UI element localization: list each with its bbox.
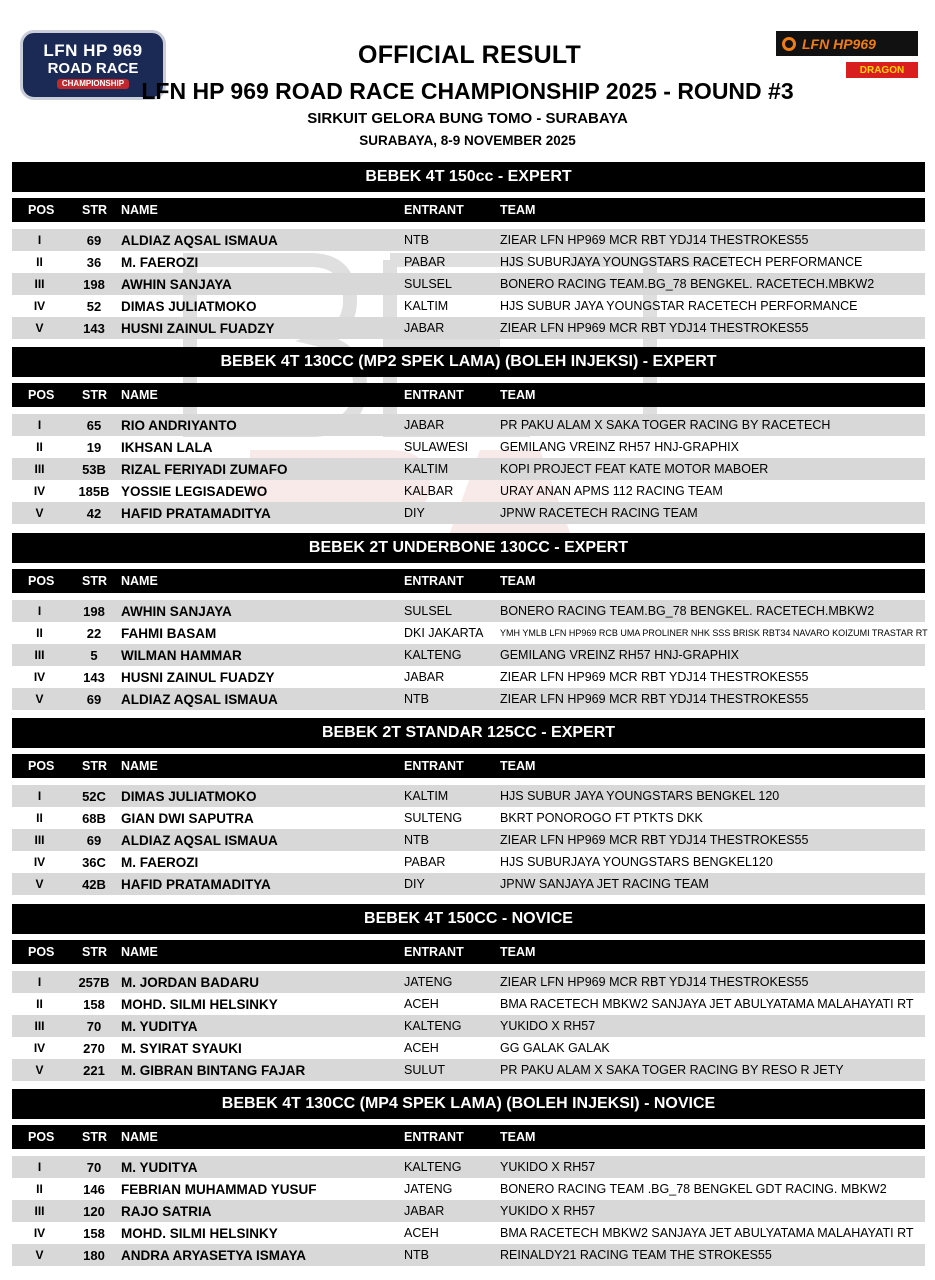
cell-pos: I [37,233,42,247]
cell-name: M. GIBRAN BINTANG FAJAR [121,1062,306,1078]
cell-name: ALDIAZ AQSAL ISMAUA [121,691,278,707]
cell-pos: IV [33,670,46,684]
table-row [12,873,925,895]
cell-name: HUSNI ZAINUL FUADZY [121,320,275,336]
category-title: BEBEK 4T 130CC (MP4 SPEK LAMA) (BOLEH INJEKSI) - NOVICE [12,1089,925,1119]
cell-pos: IV [33,1041,46,1055]
cell-str: 221 [83,1062,105,1078]
column-header-team: TEAM [500,1130,536,1144]
cell-str: 270 [83,1040,105,1056]
column-header-entrant: ENTRANT [404,388,464,402]
cell-entrant: PABAR [404,855,446,869]
result-section [12,718,925,895]
cell-entrant: JABAR [404,1204,445,1218]
cell-name: HAFID PRATAMADITYA [121,876,271,892]
cell-team: PR PAKU ALAM X SAKA TOGER RACING BY RACETECH [500,418,831,432]
table-row [12,666,925,688]
column-header-entrant: ENTRANT [404,1130,464,1144]
category-title: BEBEK 4T 130CC (MP2 SPEK LAMA) (BOLEH INJEKSI) - EXPERT [12,347,925,377]
cell-entrant: DIY [404,877,425,891]
sponsor-logo-text: LFN HP969 [802,35,876,52]
cell-team: GEMILANG VREINZ RH57 HNJ-GRAPHIX [500,440,739,454]
cell-pos: III [34,1204,45,1218]
cell-pos: I [37,418,42,432]
result-section [12,904,925,1081]
cell-name: M. FAEROZI [121,254,199,270]
cell-str: 52 [86,298,102,314]
cell-str: 42B [82,876,106,892]
cell-str: 146 [83,1181,105,1197]
cell-name: MOHD. SILMI HELSINKY [121,996,278,1012]
cell-entrant: NTB [404,1248,429,1262]
table-row [12,993,925,1015]
cell-str: 158 [83,1225,105,1241]
table-row [12,1178,925,1200]
cell-entrant: PABAR [404,255,446,269]
cell-str: 198 [83,276,105,292]
column-header-entrant: ENTRANT [404,574,464,588]
result-section [12,162,925,339]
cell-team: YUKIDO X RH57 [500,1160,596,1174]
category-title: BEBEK 2T STANDAR 125CC - EXPERT [12,718,925,748]
cell-entrant: JATENG [404,975,453,989]
table-row [12,1244,925,1266]
result-section [12,347,925,524]
cell-entrant: ACEH [404,1041,439,1055]
table-row [12,785,925,807]
cell-name: IKHSAN LALA [121,439,213,455]
cell-team: HJS SUBURJAYA YOUNGSTARS RACETECH PERFORMANCE [500,255,863,269]
cell-str: 180 [83,1247,105,1263]
column-header-team: TEAM [500,945,536,959]
cell-pos: V [35,692,44,706]
cell-team: ZIEAR LFN HP969 MCR RBT YDJ14 THESTROKES55 [500,670,809,684]
cell-pos: III [34,1019,45,1033]
cell-str: 158 [83,996,105,1012]
cell-str: 19 [86,439,102,455]
table-row [12,436,925,458]
cell-entrant: NTB [404,692,429,706]
table-row [12,502,925,524]
cell-name: ANDRA ARYASETYA ISMAYA [121,1247,307,1263]
column-header-entrant: ENTRANT [404,759,464,773]
table-row [12,295,925,317]
column-header-str: STR [82,574,107,588]
table-row [12,644,925,666]
cell-pos: V [35,1248,44,1262]
cell-pos: III [34,462,45,476]
cell-team: ZIEAR LFN HP969 MCR RBT YDJ14 THESTROKES55 [500,692,809,706]
cell-entrant: SULSEL [404,604,452,618]
column-header-pos: POS [28,574,55,588]
category-title: BEBEK 4T 150CC - NOVICE [12,904,925,934]
table-row [12,1059,925,1081]
cell-str: 53B [82,461,106,477]
table-row [12,688,925,710]
cell-team: HJS SUBUR JAYA YOUNGSTARS BENGKEL 120 [500,789,780,803]
cell-name: RIO ANDRIYANTO [121,417,237,433]
cell-team: BONERO RACING TEAM.BG_78 BENGKEL. RACETECH.MBKW2 [500,604,875,618]
table-row [12,458,925,480]
cell-str: 22 [86,625,102,641]
cell-name: M. JORDAN BADARU [121,974,259,990]
cell-team: JPNW SANJAYA JET RACING TEAM [500,877,709,891]
column-header-entrant: ENTRANT [404,945,464,959]
cell-entrant: NTB [404,833,429,847]
column-header-name: NAME [121,203,158,217]
table-row [12,317,925,339]
cell-name: DIMAS JULIATMOKO [121,298,257,314]
cell-str: 70 [86,1018,102,1034]
category-title: BEBEK 2T UNDERBONE 130CC - EXPERT [12,533,925,563]
column-header-team: TEAM [500,759,536,773]
cell-pos: IV [33,299,46,313]
cell-entrant: SULTENG [404,811,463,825]
cell-pos: II [36,626,43,640]
cell-pos: III [34,277,45,291]
column-header-row [12,383,925,407]
logo-line-1: LFN HP 969 [43,40,143,60]
table-row [12,807,925,829]
table-row [12,229,925,251]
cell-name: M. FAEROZI [121,854,199,870]
column-header-row [12,1125,925,1149]
cell-name: WILMAN HAMMAR [121,647,242,663]
column-header-pos: POS [28,1130,55,1144]
cell-entrant: SULAWESI [404,440,469,454]
column-header-name: NAME [121,1130,158,1144]
cell-name: AWHIN SANJAYA [121,603,232,619]
cell-name: MOHD. SILMI HELSINKY [121,1225,278,1241]
cell-team: YMH YMLB LFN HP969 RCB UMA PROLINER NHK SSS BRISK RBT34 NAVARO KOIZUMI TRASTAR RT [500,628,928,638]
cell-str: 69 [86,232,102,248]
column-header-str: STR [82,203,107,217]
cell-team: BMA RACETECH MBKW2 SANJAYA JET ABULYATAMA MALAHAYATI RT [500,997,914,1011]
column-header-row [12,569,925,593]
table-row [12,1200,925,1222]
column-header-team: TEAM [500,203,536,217]
table-row [12,1156,925,1178]
cell-team: KOPI PROJECT FEAT KATE MOTOR MABOER [500,462,769,476]
cell-team: GEMILANG VREINZ RH57 HNJ-GRAPHIX [500,648,739,662]
column-header-str: STR [82,945,107,959]
cell-pos: I [37,789,42,803]
column-header-row [12,940,925,964]
cell-entrant: ACEH [404,1226,439,1240]
cell-name: FEBRIAN MUHAMMAD YUSUF [121,1181,317,1197]
table-row [12,251,925,273]
column-header-name: NAME [121,574,158,588]
column-header-pos: POS [28,388,55,402]
cell-pos: IV [33,1226,46,1240]
table-row [12,1222,925,1244]
cell-pos: I [37,604,42,618]
cell-str: 185B [78,483,110,499]
cell-team: HJS SUBURJAYA YOUNGSTARS BENGKEL120 [500,855,773,869]
column-header-entrant: ENTRANT [404,203,464,217]
table-row [12,1037,925,1059]
cell-entrant: KALTIM [404,299,449,313]
cell-str: 143 [83,669,105,685]
cell-pos: II [36,811,43,825]
cell-name: M. YUDITYA [121,1159,198,1175]
cell-str: 5 [90,647,98,663]
cell-team: ZIEAR LFN HP969 MCR RBT YDJ14 THESTROKES55 [500,975,809,989]
table-row [12,971,925,993]
venue: SIRKUIT GELORA BUNG TOMO - SURABAYA [307,110,628,127]
cell-pos: III [34,833,45,847]
cell-team: HJS SUBUR JAYA YOUNGSTAR RACETECH PERFORMANCE [500,299,858,313]
cell-entrant: KALTENG [404,1160,462,1174]
cell-entrant: JABAR [404,670,445,684]
column-header-pos: POS [28,945,55,959]
page-title: OFFICIAL RESULT [358,41,581,69]
table-row [12,273,925,295]
cell-team: BONERO RACING TEAM.BG_78 BENGKEL. RACETECH.MBKW2 [500,277,875,291]
cell-pos: V [35,506,44,520]
cell-pos: II [36,1182,43,1196]
cell-name: YOSSIE LEGISADEWO [121,483,268,499]
cell-pos: I [37,975,42,989]
table-row [12,480,925,502]
cell-pos: I [37,1160,42,1174]
cell-pos: III [34,648,45,662]
column-header-team: TEAM [500,388,536,402]
column-header-name: NAME [121,388,158,402]
cell-str: 257B [78,974,110,990]
cell-str: 70 [86,1159,102,1175]
category-title: BEBEK 4T 150cc - EXPERT [12,162,925,192]
cell-str: 143 [83,320,105,336]
cell-entrant: KALTIM [404,462,449,476]
cell-team: YUKIDO X RH57 [500,1019,596,1033]
cell-team: REINALDY21 RACING TEAM THE STROKES55 [500,1248,772,1262]
cell-entrant: JATENG [404,1182,453,1196]
cell-pos: II [36,255,43,269]
cell-entrant: KALTIM [404,789,449,803]
event-title: LFN HP 969 ROAD RACE CHAMPIONSHIP 2025 - ROUND #3 [141,78,794,104]
cell-name: GIAN DWI SAPUTRA [121,810,254,826]
cell-str: 52C [82,788,106,804]
column-header-pos: POS [28,203,55,217]
cell-str: 120 [83,1203,105,1219]
cell-name: ALDIAZ AQSAL ISMAUA [121,232,278,248]
cell-str: 42 [86,505,102,521]
cell-name: HAFID PRATAMADITYA [121,505,271,521]
cell-entrant: JABAR [404,321,445,335]
column-header-team: TEAM [500,574,536,588]
cell-team: BONERO RACING TEAM .BG_78 BENGKEL GDT RACING. MBKW2 [500,1182,887,1196]
result-section [12,1089,925,1266]
cell-name: RIZAL FERIYADI ZUMAFO [121,461,288,477]
cell-name: HUSNI ZAINUL FUADZY [121,669,275,685]
column-header-name: NAME [121,945,158,959]
cell-pos: II [36,997,43,1011]
cell-str: 68B [82,810,106,826]
column-header-str: STR [82,388,107,402]
cell-name: FAHMI BASAM [121,625,217,641]
cell-pos: IV [33,484,46,498]
cell-name: ALDIAZ AQSAL ISMAUA [121,832,278,848]
table-row [12,1015,925,1037]
cell-team: JPNW RACETECH RACING TEAM [500,506,698,520]
cell-entrant: NTB [404,233,429,247]
table-row [12,622,928,644]
cell-entrant: KALTENG [404,1019,462,1033]
table-row [12,414,925,436]
cell-entrant: DIY [404,506,425,520]
cell-entrant: KALTENG [404,648,462,662]
cell-team: PR PAKU ALAM X SAKA TOGER RACING BY RESO R JETY [500,1063,844,1077]
column-header-name: NAME [121,759,158,773]
column-header-pos: POS [28,759,55,773]
logo-line-2: ROAD RACE [47,59,139,77]
cell-str: 69 [86,832,102,848]
cell-entrant: SULSEL [404,277,452,291]
cell-team: YUKIDO X RH57 [500,1204,596,1218]
cell-entrant: KALBAR [404,484,454,498]
cell-name: DIMAS JULIATMOKO [121,788,257,804]
cell-name: AWHIN SANJAYA [121,276,232,292]
cell-str: 69 [86,691,102,707]
cell-name: M. YUDITYA [121,1018,198,1034]
cell-team: ZIEAR LFN HP969 MCR RBT YDJ14 THESTROKES55 [500,321,809,335]
cell-name: M. SYIRAT SYAUKI [121,1040,242,1056]
table-row [12,851,925,873]
sponsor-logo-dragon: DRAGON [846,62,918,78]
cell-entrant: SULUT [404,1063,445,1077]
cell-str: 198 [83,603,105,619]
cell-team: BMA RACETECH MBKW2 SANJAYA JET ABULYATAMA MALAHAYATI RT [500,1226,914,1240]
cell-str: 65 [86,417,102,433]
cell-team: ZIEAR LFN HP969 MCR RBT YDJ14 THESTROKES55 [500,233,809,247]
cell-team: BKRT PONOROGO FT PTKTS DKK [500,811,703,825]
column-header-row [12,754,925,778]
cell-pos: IV [33,855,46,869]
cell-pos: II [36,440,43,454]
result-section [12,533,928,710]
logo-line-3: CHAMPIONSHIP [57,79,129,89]
table-row [12,829,925,851]
column-header-row [12,198,925,222]
cell-name: RAJO SATRIA [121,1203,212,1219]
cell-str: 36C [82,854,106,870]
cell-pos: V [35,1063,44,1077]
cell-entrant: DKI JAKARTA [404,626,484,640]
column-header-str: STR [82,759,107,773]
cell-entrant: JABAR [404,418,445,432]
cell-str: 36 [86,254,102,270]
cell-team: URAY ANAN APMS 112 RACING TEAM [500,484,723,498]
cell-entrant: ACEH [404,997,439,1011]
cell-team: ZIEAR LFN HP969 MCR RBT YDJ14 THESTROKES55 [500,833,809,847]
cell-pos: V [35,321,44,335]
cell-team: GG GALAK GALAK [500,1041,610,1055]
event-date: SURABAYA, 8-9 NOVEMBER 2025 [359,133,576,148]
table-row [12,600,925,622]
column-header-str: STR [82,1130,107,1144]
cell-pos: V [35,877,44,891]
